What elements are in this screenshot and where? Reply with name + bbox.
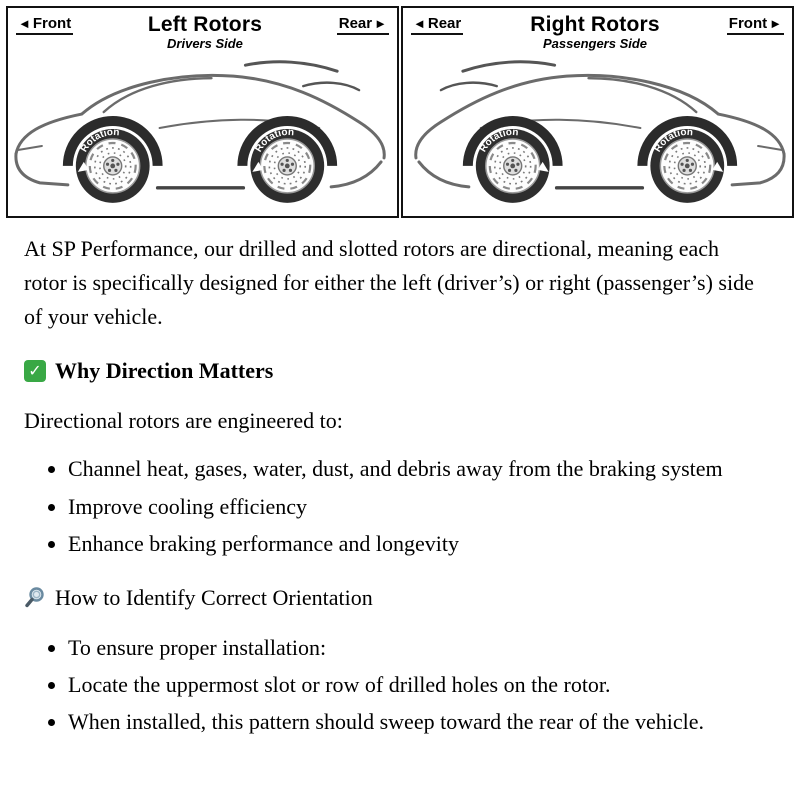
- magnifier-icon: [24, 586, 46, 610]
- arrow-right-icon: ►: [769, 16, 782, 31]
- list-item: • Locate the uppermost slot or row of drilled holes on the rotor.: [68, 668, 762, 702]
- left-panel-header: [8, 8, 397, 51]
- check-icon: ✓: [24, 360, 46, 382]
- car-body: [16, 62, 384, 188]
- rear-direction-label: Rear ►: [337, 15, 389, 35]
- car-body: [416, 62, 784, 188]
- arrow-left-icon: ◄: [413, 16, 426, 31]
- right-car-illustration: [403, 53, 792, 215]
- article-body: [0, 218, 800, 739]
- left-car-illustration: [8, 53, 397, 215]
- list-item: • When installed, this pattern should sweep toward the rear of the vehicle.: [68, 705, 762, 739]
- rotation-label-front: Rotation: [652, 126, 694, 155]
- rotor-direction-diagram: [0, 0, 800, 218]
- section-heading-identify-orientation: How to Identify Correct Orientation: [24, 581, 762, 615]
- front-direction-label: ◄ Front: [16, 15, 73, 35]
- right-rotors-panel: [401, 6, 794, 218]
- rotation-label-rear: Rotation: [477, 126, 519, 155]
- panel-subtitle: Passengers Side: [542, 36, 648, 51]
- engineered-lead: Directional rotors are engineered to:: [24, 408, 343, 434]
- arrow-right-icon: ►: [374, 16, 387, 31]
- right-panel-header: [403, 8, 792, 51]
- left-rotors-panel: [6, 6, 399, 218]
- section-heading-why-direction-matters: ✓ Why Direction Matters: [24, 354, 762, 388]
- rear-direction-label: ◄ Rear: [411, 15, 463, 35]
- rotation-label-front: Rotation: [78, 126, 120, 155]
- list-item: • Enhance braking performance and longevity: [68, 527, 762, 561]
- intro-paragraph: At SP Performance, our drilled and slotted rotors are directional, meaning each rotor is specifically designed for either the left (driver’s) or right (passenger’s) side of your vehicle.: [24, 236, 754, 330]
- panel-title: Right Rotors: [530, 13, 660, 36]
- list-item: • To ensure proper installation:: [68, 631, 762, 665]
- benefits-list: [24, 452, 762, 560]
- list-item: • Channel heat, gases, water, dust, and debris away from the braking system: [68, 452, 762, 486]
- panel-title: Left Rotors: [147, 13, 263, 36]
- front-direction-label: Front ►: [727, 15, 784, 35]
- rotation-label-rear: Rotation: [253, 126, 295, 155]
- arrow-left-icon: ◄: [18, 16, 31, 31]
- list-item: • Improve cooling efficiency: [68, 490, 762, 524]
- orientation-list: [24, 631, 762, 739]
- panel-subtitle: Drivers Side: [167, 36, 243, 51]
